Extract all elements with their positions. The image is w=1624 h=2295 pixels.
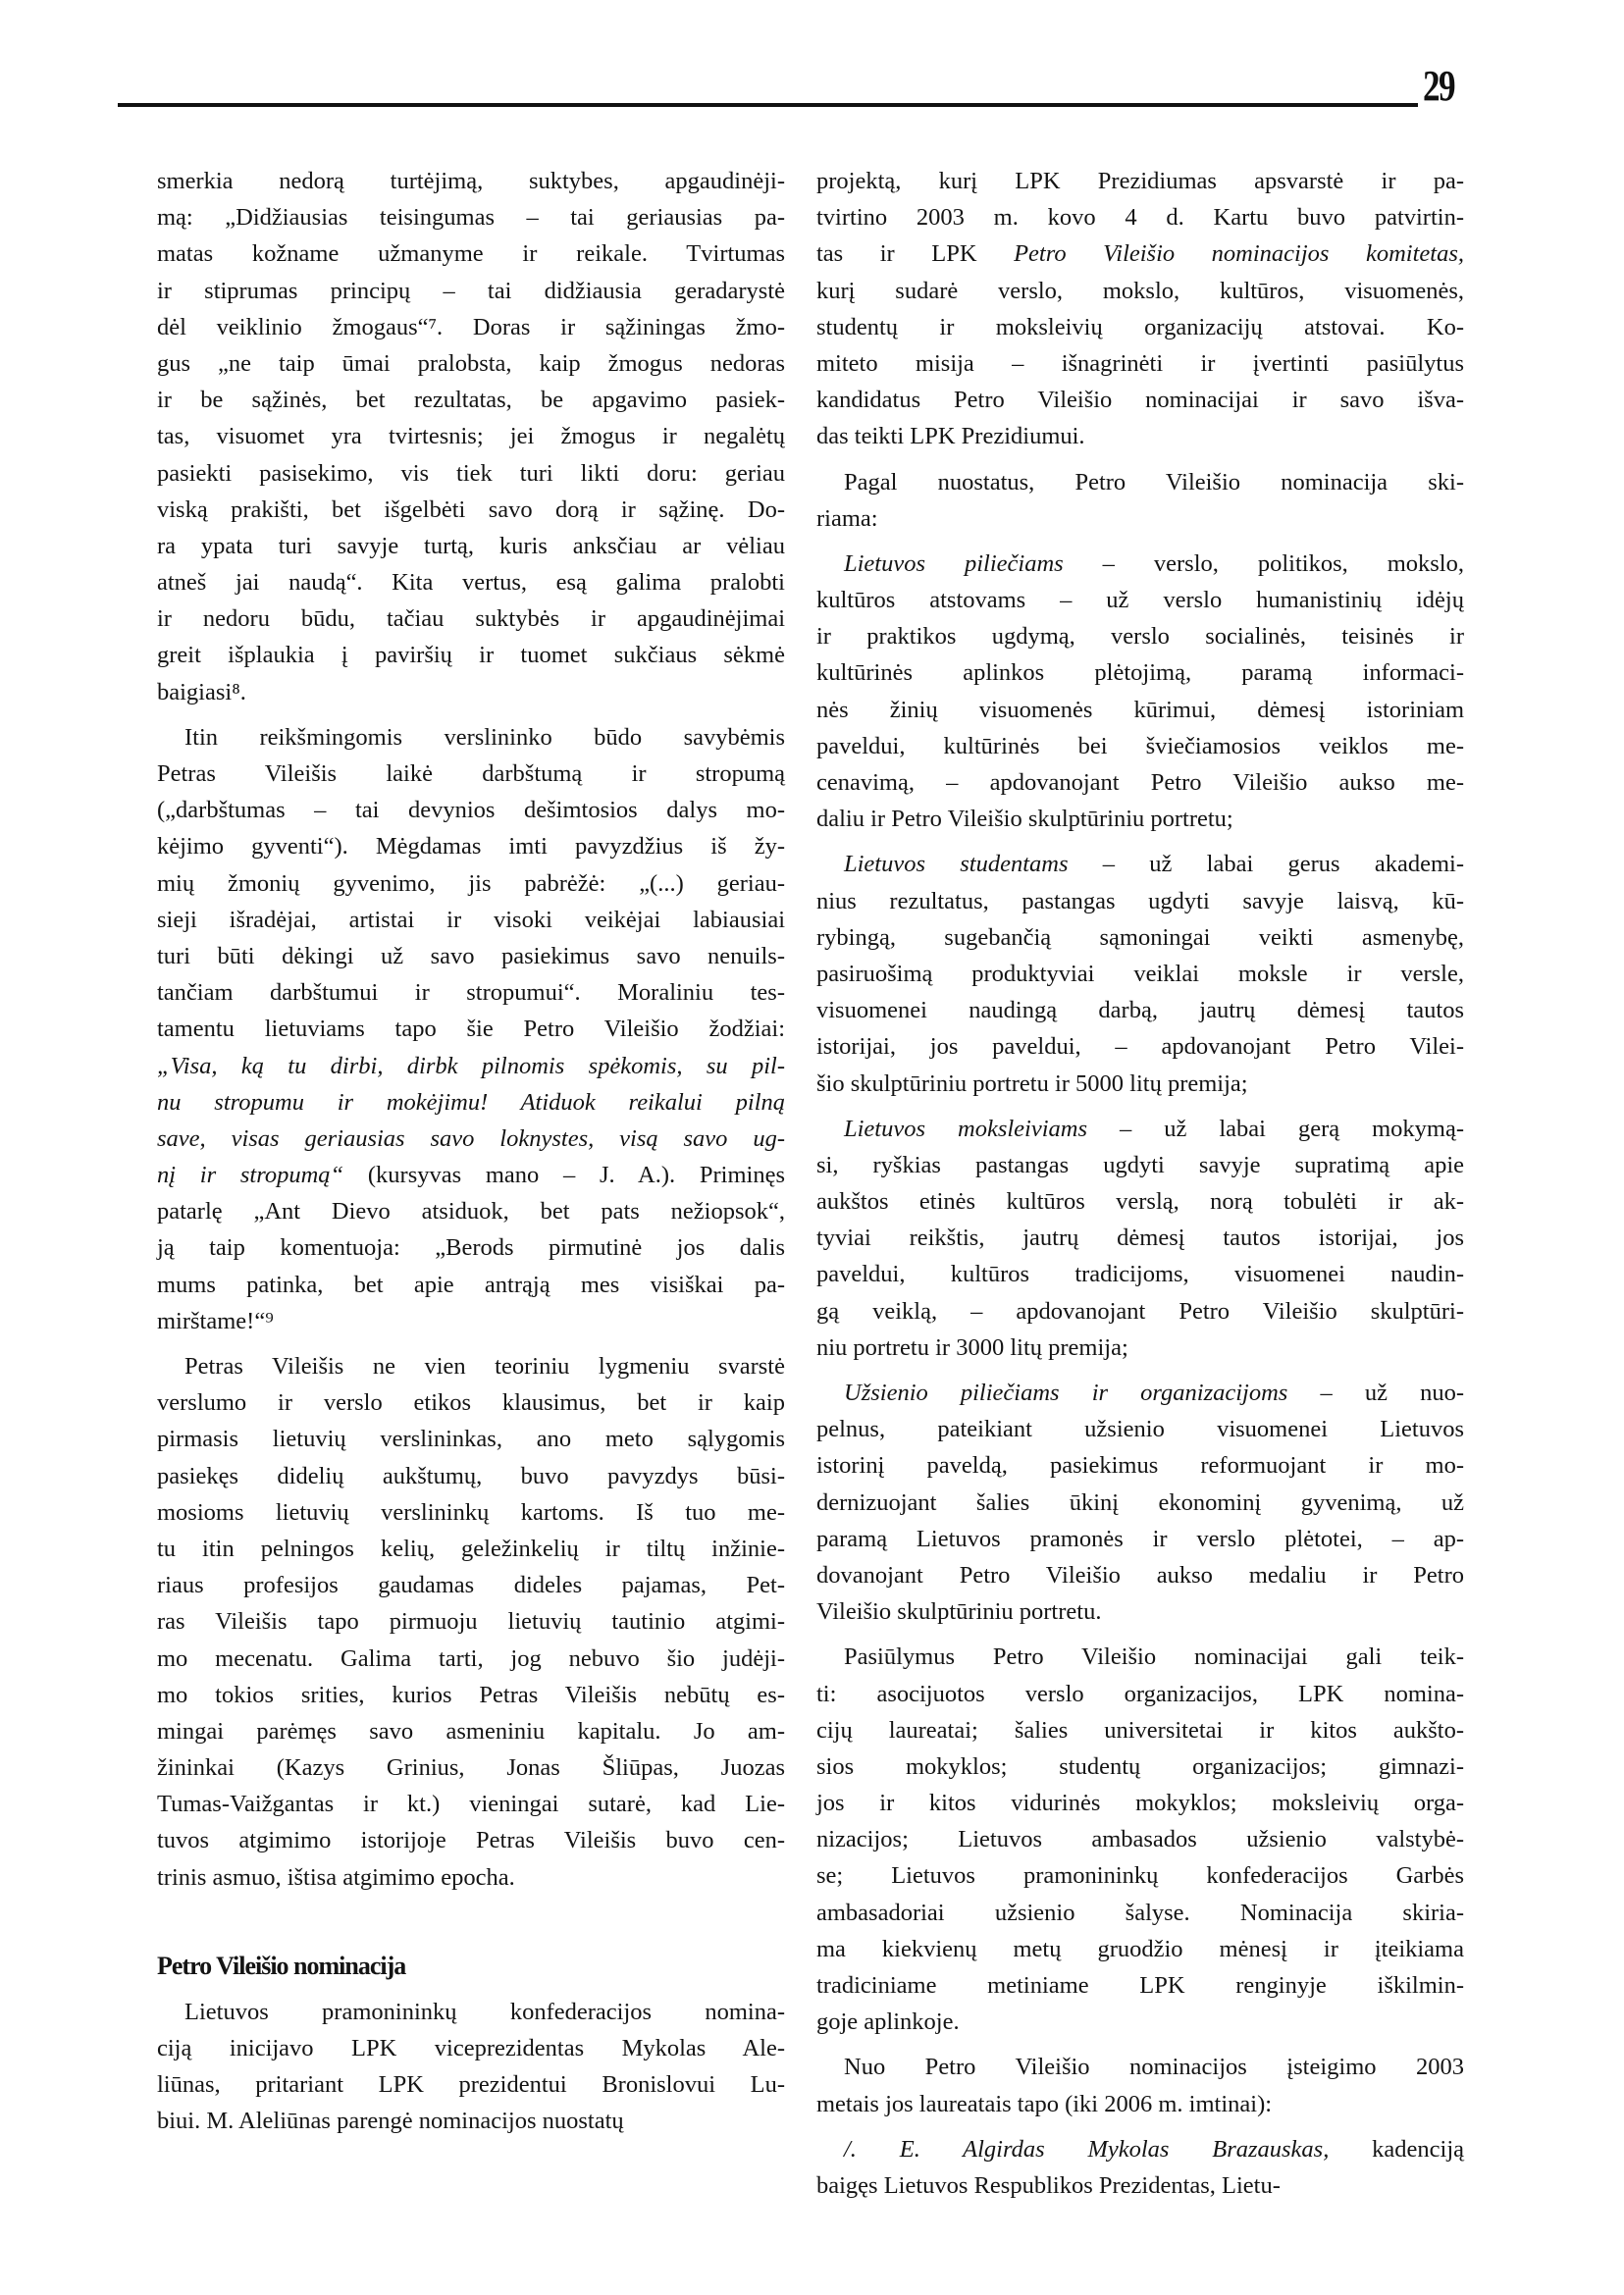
- text-line: aukštos etinės kultūros verslą, norą tobulėti ir ak-: [816, 1188, 1464, 1216]
- paragraph: [816, 846, 1464, 1101]
- paragraph: [816, 1639, 1464, 2040]
- text-line: tančiam darbštumui ir stropumui“. Moraliniu tes-: [157, 979, 785, 1007]
- text-line: („darbštumas – tai devynios dešimtosios dalys mo-: [157, 797, 785, 824]
- text-line: ti: asocijuotos verslo organizacijos, LPK nomina-: [816, 1680, 1464, 1707]
- text-line: [157, 1048, 785, 1084]
- text-line: gą veiklą, – apdovanojant Petro Vileišio skulptūri-: [816, 1297, 1464, 1325]
- paragraph-gap: [157, 710, 785, 719]
- text-line: tas ir LPK Petro Vileišio nominacijos komitetas,: [816, 240, 1464, 268]
- italic-text: save, visas geriausias savo loknystes, visą savo ug-: [157, 1124, 785, 1152]
- text-line: goje aplinkoje.: [816, 2008, 960, 2036]
- text-line: baigiasi⁸.: [157, 678, 246, 705]
- text-line: tradiciniame metiniame LPK renginyje iškilmin-: [816, 1972, 1464, 1999]
- text-line: pirmasis lietuvių verslininkas, ano meto sąlygomis: [157, 1426, 785, 1453]
- text-line: sieji išradėjai, artistai ir visoki veikėjai labiausiai: [157, 906, 785, 933]
- text-line: se; Lietuvos pramonininkų konfederacijos Garbės: [816, 1862, 1464, 1890]
- text-line: Užsienio piliečiams ir organizacijoms – už nuo-: [844, 1380, 1464, 1406]
- paragraph: [816, 2131, 1464, 2204]
- text-line: liūnas, pritariant LPK prezidentui Bronislovui Lu-: [157, 2071, 785, 2099]
- text-line: paramą Lietuvos pramonės ir verslo plėtotei, – ap-: [816, 1525, 1464, 1552]
- text-line: Pagal nuostatus, Petro Vileišio nominacija ski-: [844, 468, 1464, 496]
- text-line: Lietuvos pramonininkų konfederacijos nomina-: [184, 1998, 785, 2025]
- text-line: dėl veiklinio žmogaus“⁷. Doras ir sąžiningas žmo-: [157, 313, 785, 340]
- text-line: mo mecenatu. Galima tarti, jog nebuvo šio judėji-: [157, 1644, 785, 1672]
- text-line: viską prakišti, bet išgelbėti savo dorą ir sąžinę. Do-: [157, 496, 785, 523]
- italic-text: /. E. Algirdas Mykolas Brazauskas,: [844, 2135, 1330, 2163]
- text-line: mių žmonių gyvenimo, jis pabrėžė: „(...) geriau-: [157, 869, 785, 897]
- text-line: Petras Vileišis ne vien teoriniu lygmeniu svarstė: [184, 1353, 785, 1380]
- text-line: visuomenei naudingą darbą, jautrų dėmesį tautos: [816, 997, 1464, 1024]
- text-line: si, ryškias pastangas ugdyti savyje supratimą apie: [816, 1151, 1464, 1178]
- text-line: Pasiūlymus Petro Vileišio nominacijai gali teik-: [844, 1643, 1464, 1671]
- text-line: cenavimą, – apdovanojant Petro Vileišio aukso me-: [816, 769, 1464, 796]
- paragraph-gap: [816, 2122, 1464, 2131]
- text-line: šio skulptūriniu portretu ir 5000 litų premija;: [816, 1069, 1248, 1097]
- paragraph: [157, 719, 785, 1339]
- paragraph: [816, 163, 1464, 455]
- paragraph-gap: [816, 837, 1464, 846]
- text-line: das teikti LPK Prezidiumui.: [816, 423, 1085, 450]
- paragraph: [816, 2049, 1464, 2121]
- text-line: mosioms lietuvių verslininkų kartoms. Iš tuo me-: [157, 1498, 785, 1526]
- text-line: biui. M. Aleliūnas parengė nominacijos nuostatų: [157, 2108, 624, 2135]
- text-line: Lietuvos studentams – už labai gerus akademi-: [844, 851, 1464, 878]
- text-line: trinis asmuo, ištisa atgimimo epocha.: [157, 1863, 515, 1891]
- paragraph-gap: [816, 1102, 1464, 1111]
- paragraph: [816, 464, 1464, 537]
- text-line: paveldui, kultūrinės bei šviečiamosios veiklos me-: [816, 732, 1464, 759]
- text-line: greit išplaukia į paviršių ir tuomet sukčiaus sėkmė: [157, 642, 785, 669]
- text-line: nės žinių visuomenės kūrimui, dėmesį istoriniam: [816, 696, 1464, 723]
- text-line: ją taip komentuoja: „Berods pirmutinė jos dalis: [157, 1234, 785, 1262]
- text-line: Lietuvos moksleiviams – už labai gerą mokymą-: [844, 1115, 1464, 1142]
- text-line: paveldui, kultūros tradicijoms, visuomenei naudin-: [816, 1261, 1464, 1288]
- header-rule: [118, 103, 1418, 107]
- paragraph: [157, 163, 785, 710]
- text-line: riaus profesijos gaudamas dideles pajamas, Pet-: [157, 1572, 785, 1599]
- paragraph-gap: [816, 455, 1464, 464]
- italic-text: „Visa, ką tu dirbi, dirbk pilnomis spėkomis, su pil-: [157, 1052, 785, 1079]
- paragraph: [816, 1375, 1464, 1630]
- italic-text: Lietuvos studentams: [844, 851, 1069, 878]
- text-line: tvirtino 2003 m. kovo 4 d. Kartu buvo patvirtin-: [816, 204, 1464, 232]
- right-column: [816, 163, 1464, 2204]
- text-line: baigęs Lietuvos Respublikos Prezidentas, Lietu-: [816, 2171, 1281, 2199]
- text-line: kultūros atstovams – už verslo humanistinių idėjų: [816, 587, 1464, 614]
- text-line: Nuo Petro Vileišio nominacijos įsteigimo 2003: [844, 2054, 1464, 2081]
- text-line: pasiruošimą produktyviai veiklai moksle ir versle,: [816, 960, 1464, 987]
- text-line: matas kožname užmanyme ir reikale. Tvirtumas: [157, 240, 785, 268]
- text-line: Itin reikšmingomis verslininko būdo savybėmis: [184, 723, 785, 751]
- text-line: ciją inicijavo LPK viceprezidentas Mykolas Ale-: [157, 2035, 785, 2061]
- text-line: jos ir kitos vidurinės mokyklos; moksleivių orga-: [816, 1790, 1464, 1817]
- text-line: pasiekti pasisekimo, vis tiek turi likti doru: geriau: [157, 459, 785, 487]
- text-line: /. E. Algirdas Mykolas Brazauskas, kadenciją: [844, 2135, 1464, 2163]
- italic-text: Lietuvos moksleiviams: [844, 1115, 1088, 1142]
- italic-text: Petro Vileišio nominacijos komitetas,: [1014, 240, 1464, 268]
- text-line: riama:: [816, 504, 878, 532]
- text-line: Lietuvos piliečiams – verslo, politikos, mokslo,: [844, 549, 1464, 577]
- text-line: ir be sąžinės, bet rezultatas, be apgavimo pasiek-: [157, 387, 785, 414]
- text-line: [157, 1121, 785, 1157]
- text-line: Tumas-Vaižgantas ir kt.) vieningai sutarė, kad Lie-: [157, 1791, 785, 1818]
- text-line: gus „ne taip ūmai pralobsta, kaip žmogus nedoras: [157, 349, 785, 377]
- paragraph: [816, 1111, 1464, 1366]
- paragraph-gap: [157, 1339, 785, 1348]
- text-line: tas, visuomet yra tvirtesnis; jei žmogus ir negalėtų: [157, 423, 785, 450]
- text-line: nius rezultatus, pastangas ugdyti savyje laisvą, kū-: [816, 887, 1464, 914]
- text-line: cijų laureatai; šalies universitetai ir kitos aukšto-: [816, 1716, 1464, 1744]
- text-line: mo tokios srities, kurios Petras Vileišis nebūtų es-: [157, 1681, 785, 1708]
- text-line: ra ypata turi savyje turtą, kuris anksčiau ar vėliau: [157, 532, 785, 559]
- text-line: atneš jai naudą“. Kita vertus, esą galima pralobti: [157, 569, 785, 597]
- text-line: Vileišio skulptūriniu portretu.: [816, 1598, 1102, 1626]
- text-line: kultūrinės aplinkos plėtojimą, paramą informaci-: [816, 659, 1464, 687]
- text-line: ras Vileišis tapo pirmuoju lietuvių tautinio atgimi-: [157, 1608, 785, 1636]
- paragraph-gap: [816, 2040, 1464, 2049]
- paragraph: [157, 1994, 785, 2140]
- text-line: istorijai, jos paveldui, – apdovanojant Petro Vilei-: [816, 1033, 1464, 1061]
- text-line: ma kiekvienų metų gruodžio mėnesį ir įteikiama: [816, 1935, 1464, 1962]
- text-line: nizacijos; Lietuvos ambasados užsienio valstybė-: [816, 1826, 1464, 1853]
- text-line: dovanojant Petro Vileišio aukso medaliu ir Petro: [816, 1561, 1464, 1589]
- text-line: dernizuojant šalies ūkinį ekonominį gyvenimą, už: [816, 1488, 1464, 1516]
- section-heading: Petro Vileišio nominacija: [157, 1951, 406, 1980]
- text-line: ir stiprumas principų – tai didžiausia geradarystė: [157, 277, 785, 304]
- text-line: daliu ir Petro Vileišio skulptūriniu portretu;: [816, 806, 1233, 833]
- text-line: rybingą, sugebančią sąmoningai veikti asmenybę,: [816, 923, 1464, 951]
- italic-text: nį ir stropumą“: [157, 1162, 344, 1189]
- text-line: Petras Vileišis laikė darbštumą ir stropumą: [157, 760, 785, 787]
- text-line: žininkai (Kazys Grinius, Jonas Šliūpas, Juozas: [157, 1754, 785, 1782]
- text-line: kandidatus Petro Vileišio nominacijai ir savo išva-: [816, 387, 1464, 414]
- text-line: tyviai reikštis, jautrų dėmesį tautos istorijai, jos: [816, 1225, 1464, 1252]
- text-line: mirštame!“⁹: [157, 1307, 274, 1334]
- text-line: istorinį paveldą, pasiekimus reformuojant ir mo-: [816, 1452, 1464, 1480]
- text-line: turi būti dėkingi už savo pasiekimus savo nenuils-: [157, 942, 785, 969]
- text-line: projektą, kurį LPK Prezidiumas apsvarstė ir pa-: [816, 168, 1464, 194]
- text-line: mums patinka, bet apie antrąją mes visiškai pa-: [157, 1271, 785, 1298]
- text-line: tu itin pelningos kelių, geležinkelių ir tiltų inžinie-: [157, 1535, 785, 1562]
- italic-text: nu stropumu ir mokėjimu! Atiduok reikalui pilną: [157, 1088, 785, 1116]
- text-line: ir nedoru būdu, tačiau suktybės ir apgaudinėjimai: [157, 605, 785, 633]
- text-line: tuvos atgimimo istorijoje Petras Vileišis buvo cen-: [157, 1827, 785, 1854]
- text-line: tamentu lietuviams tapo šie Petro Vileišio žodžiai:: [157, 1016, 785, 1043]
- text-line: niu portretu ir 3000 litų premija;: [816, 1333, 1128, 1361]
- left-column: [157, 163, 785, 2140]
- italic-text: Lietuvos piliečiams: [844, 549, 1064, 577]
- paragraph-gap: [816, 1630, 1464, 1639]
- text-line: pelnus, pateikiant užsienio visuomenei Lietuvos: [816, 1416, 1464, 1443]
- text-line: pasiekęs didelių aukštumų, buvo pavyzdys būsi-: [157, 1462, 785, 1489]
- text-line: studentų ir moksleivių organizacijų atstovai. Ko-: [816, 313, 1464, 340]
- italic-text: Užsienio piliečiams ir organizacijoms: [844, 1380, 1288, 1406]
- paragraph: [157, 1348, 785, 1896]
- text-line: kėjimo gyventi“). Mėgdamas imti pavyzdžius iš žy-: [157, 833, 785, 861]
- text-line: smerkia nedorą turtėjimą, suktybes, apgaudinėji-: [157, 168, 785, 194]
- text-line: mą: „Didžiausias teisingumas – tai geriausias pa-: [157, 204, 785, 232]
- text-line: sios mokyklos; studentų organizacijos; gimnazi-: [816, 1752, 1464, 1780]
- text-line: metais jos laureatais tapo (iki 2006 m. imtinai):: [816, 2090, 1273, 2117]
- page-number: 29: [1423, 62, 1454, 110]
- text-line: mingai parėmęs savo asmeniniu kapitalu. Jo am-: [157, 1717, 785, 1745]
- text-line: verslumo ir verslo etikos klausimus, bet ir kaip: [157, 1389, 785, 1417]
- text-line: ambasadoriai užsienio šalyse. Nominacija skiria-: [816, 1899, 1464, 1926]
- text-line: ir praktikos ugdymą, verslo socialinės, teisinės ir: [816, 623, 1464, 651]
- text-line: [157, 1084, 785, 1121]
- paragraph-gap: [816, 537, 1464, 546]
- paragraph: [816, 546, 1464, 838]
- text-line: patarlę „Ant Dievo atsiduok, bet pats nežiopsok“,: [157, 1198, 785, 1226]
- text-line: miteto misija – išnagrinėti ir įvertinti pasiūlytus: [816, 349, 1464, 377]
- paragraph-gap: [816, 1366, 1464, 1375]
- text-line: nį ir stropumą“ (kursyvas mano – J. A.). Priminęs: [157, 1162, 786, 1189]
- text-line: kurį sudarė verslo, mokslo, kultūros, visuomenės,: [816, 277, 1464, 304]
